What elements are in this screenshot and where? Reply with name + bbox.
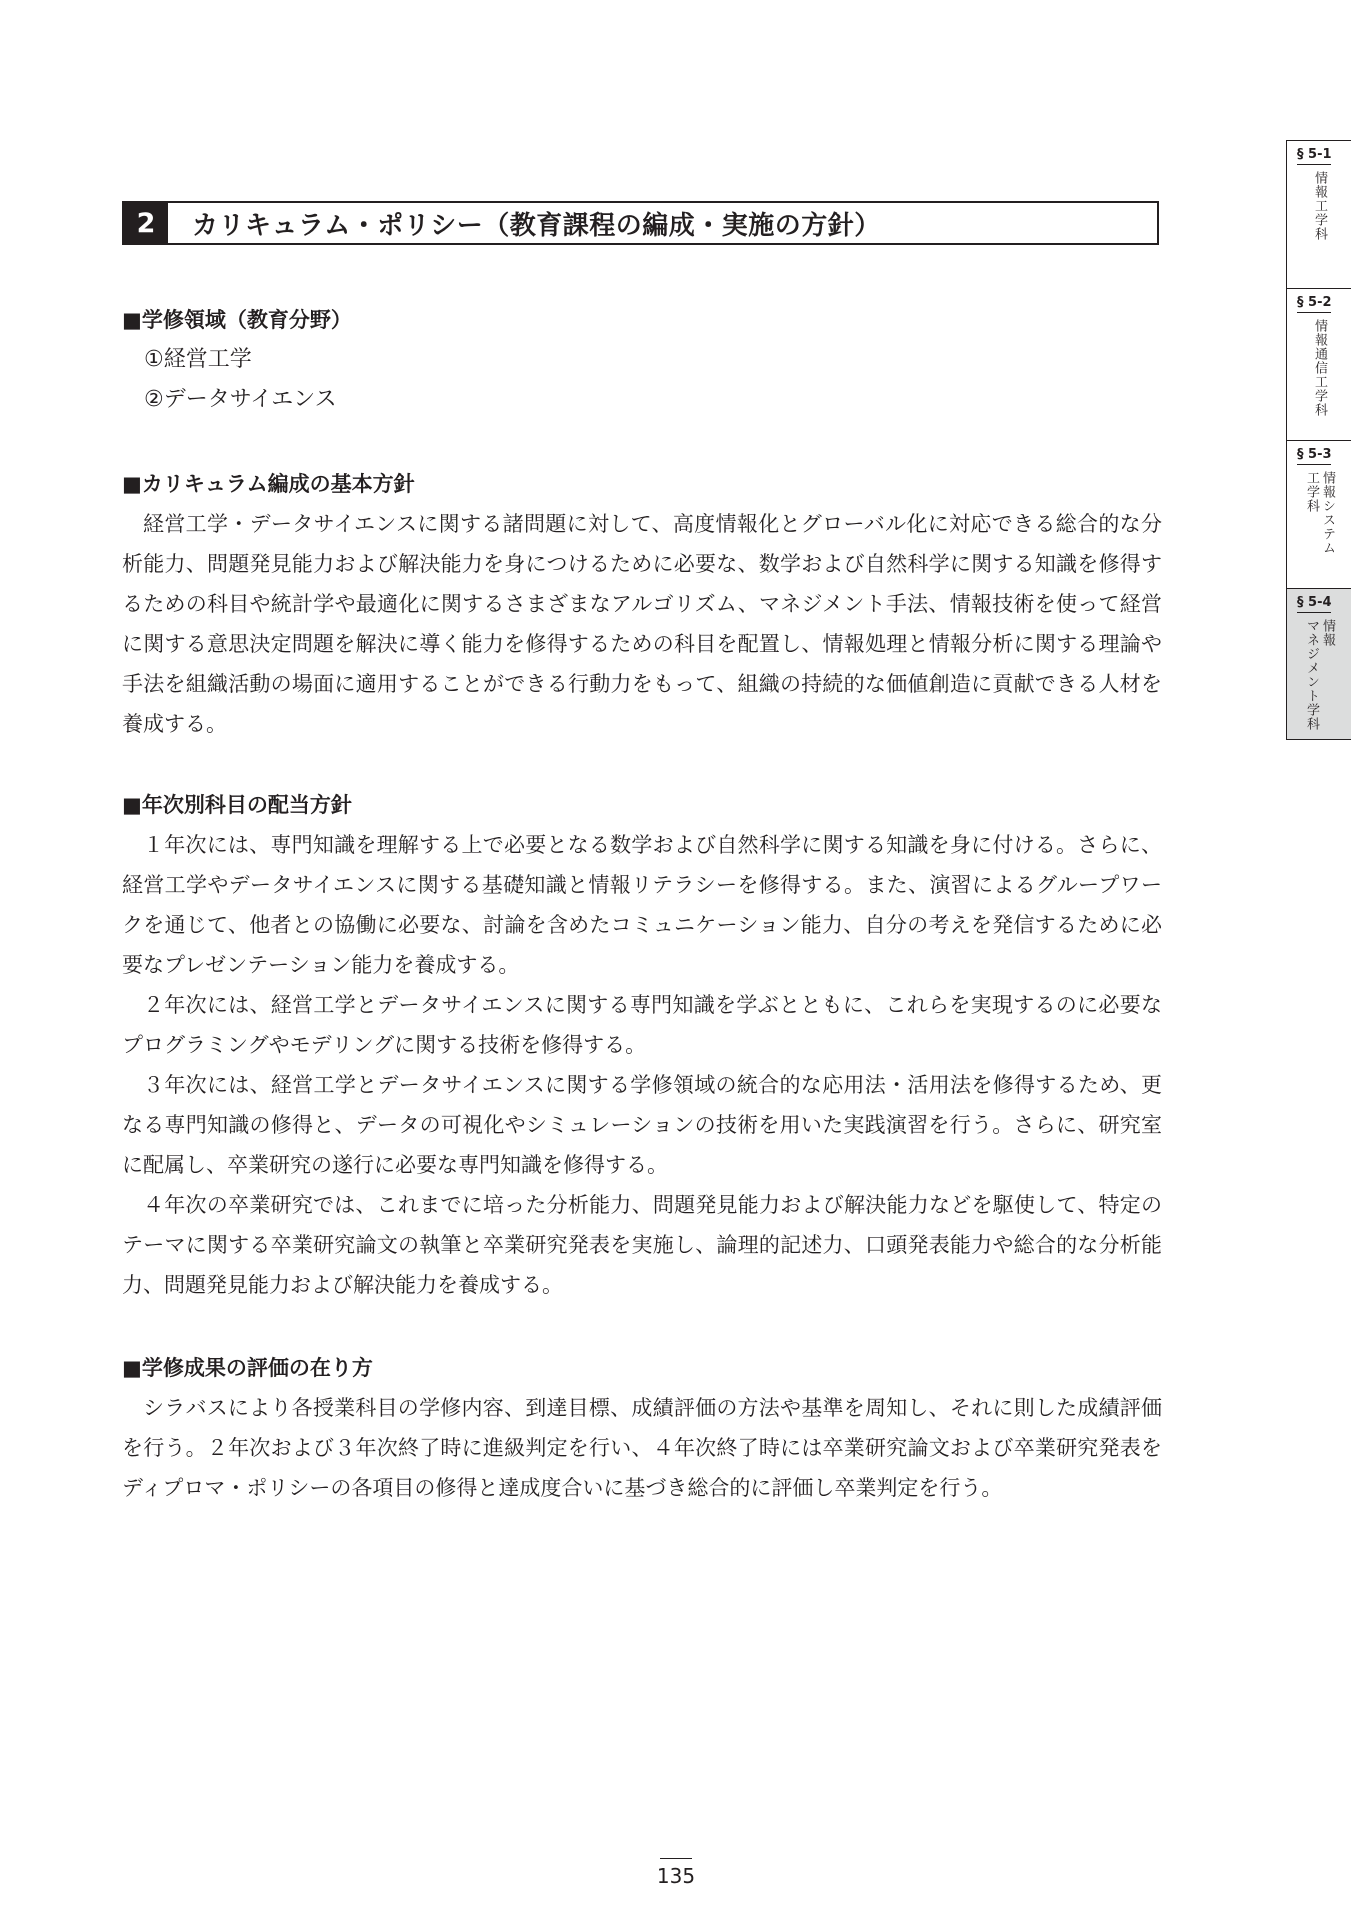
side-tab-label: 情報工学科 [1312,171,1327,241]
yearly-paragraph-3: ３年次には、経営工学とデータサイエンスに関する学修領域の統合的な応用法・活用法を修得するため、更なる専門知識の修得と、データの可視化やシミュレーションの技術を用いた実践演習を行う。さらに、研究室に配属し、卒業研究の遂行に必要な専門知識を修得する。 [122,1073,1162,1177]
yearly-paragraph-2: ２年次には、経営工学とデータサイエンスに関する専門知識を学ぶとともに、これらを実現するのに必要なプログラミングやモデリングに関する技術を修得する。 [122,993,1162,1057]
side-tab-label-line-1: 情報システム [1320,471,1335,555]
domain-item-1: ①経営工学 [144,347,252,372]
side-tab-label-line-1: 情報 [1320,619,1335,647]
policy-heading: ■カリキュラム編成の基本方針 [122,472,415,496]
side-tab-code: § 5-3 [1297,447,1331,465]
side-tab-label-line-2: 工学科 [1304,471,1319,513]
side-tab-code: § 5-4 [1297,595,1331,613]
yearly-section [122,785,1162,1305]
yearly-heading: ■年次別科目の配当方針 [122,793,352,817]
side-tab-5-4[interactable] [1286,588,1351,740]
side-tab-5-3[interactable] [1286,440,1351,588]
side-tab-code: § 5-2 [1297,295,1331,313]
page-number: 135 [656,1864,696,1888]
side-tab-label-line-2: マネジメント学科 [1304,619,1319,731]
evaluation-heading: ■学修成果の評価の在り方 [122,1356,373,1380]
side-tab-label: 情報通信工学科 [1312,319,1327,417]
side-tab-code: § 5-1 [1297,147,1331,165]
policy-section [122,464,1162,744]
domains-section [122,300,1162,420]
side-index [1286,0,1351,1920]
section-title: カリキュラム・ポリシー（教育課程の編成・実施の方針） [192,210,881,241]
side-tab-5-1[interactable] [1286,140,1351,288]
page-number-rule [660,1858,692,1859]
policy-text: 経営工学・データサイエンスに関する諸問題に対して、高度情報化とグローバル化に対応できる総合的な分析能力、問題発見能力および解決能力を身につけるために必要な、数学および自然科学に関する知識を修得するための科目や統計学や最適化に関するさまざまなアルゴリズム、マネジメント手法、情報技術を使って経営に関する意思決定問題を解決に導く能力を修得するための科目を配置し、情報処理と情報分析に関する理論や手法を組織活動の場面に適用することができる行動力をもって、組織の持続的な価値創造に貢献できる人材を養成する。 [122,512,1162,736]
side-tab-5-2[interactable] [1286,288,1351,440]
evaluation-section [122,1348,1162,1508]
yearly-paragraph-1: １年次には、専門知識を理解する上で必要となる数学および自然科学に関する知識を身に付ける。さらに、経営工学やデータサイエンスに関する基礎知識と情報リテラシーを修得する。また、演習によるグループワークを通じて、他者との協働に必要な、討論を含めたコミュニケーション能力、自分の考えを発信するために必要なプレゼンテーション能力を養成する。 [122,833,1162,977]
yearly-paragraph-4: ４年次の卒業研究では、これまでに培った分析能力、問題発見能力および解決能力などを駆使して、特定のテーマに関する卒業研究論文の執筆と卒業研究発表を実施し、論理的記述力、口頭発表能力や総合的な分析能力、問題発見能力および解決能力を養成する。 [122,1193,1162,1297]
section-heading [122,201,1159,245]
domain-item-2: ②データサイエンス [144,387,337,412]
section-number: 2 [124,203,168,243]
evaluation-text: シラバスにより各授業科目の学修内容、到達目標、成績評価の方法や基準を周知し、それに則した成績評価を行う。２年次および３年次終了時に進級判定を行い、４年次終了時には卒業研究論文および卒業研究発表をディプロマ・ポリシーの各項目の修得と達成度合いに基づき総合的に評価し卒業判定を行う。 [122,1396,1162,1500]
domains-heading: ■学修領域（教育分野） [122,308,352,332]
